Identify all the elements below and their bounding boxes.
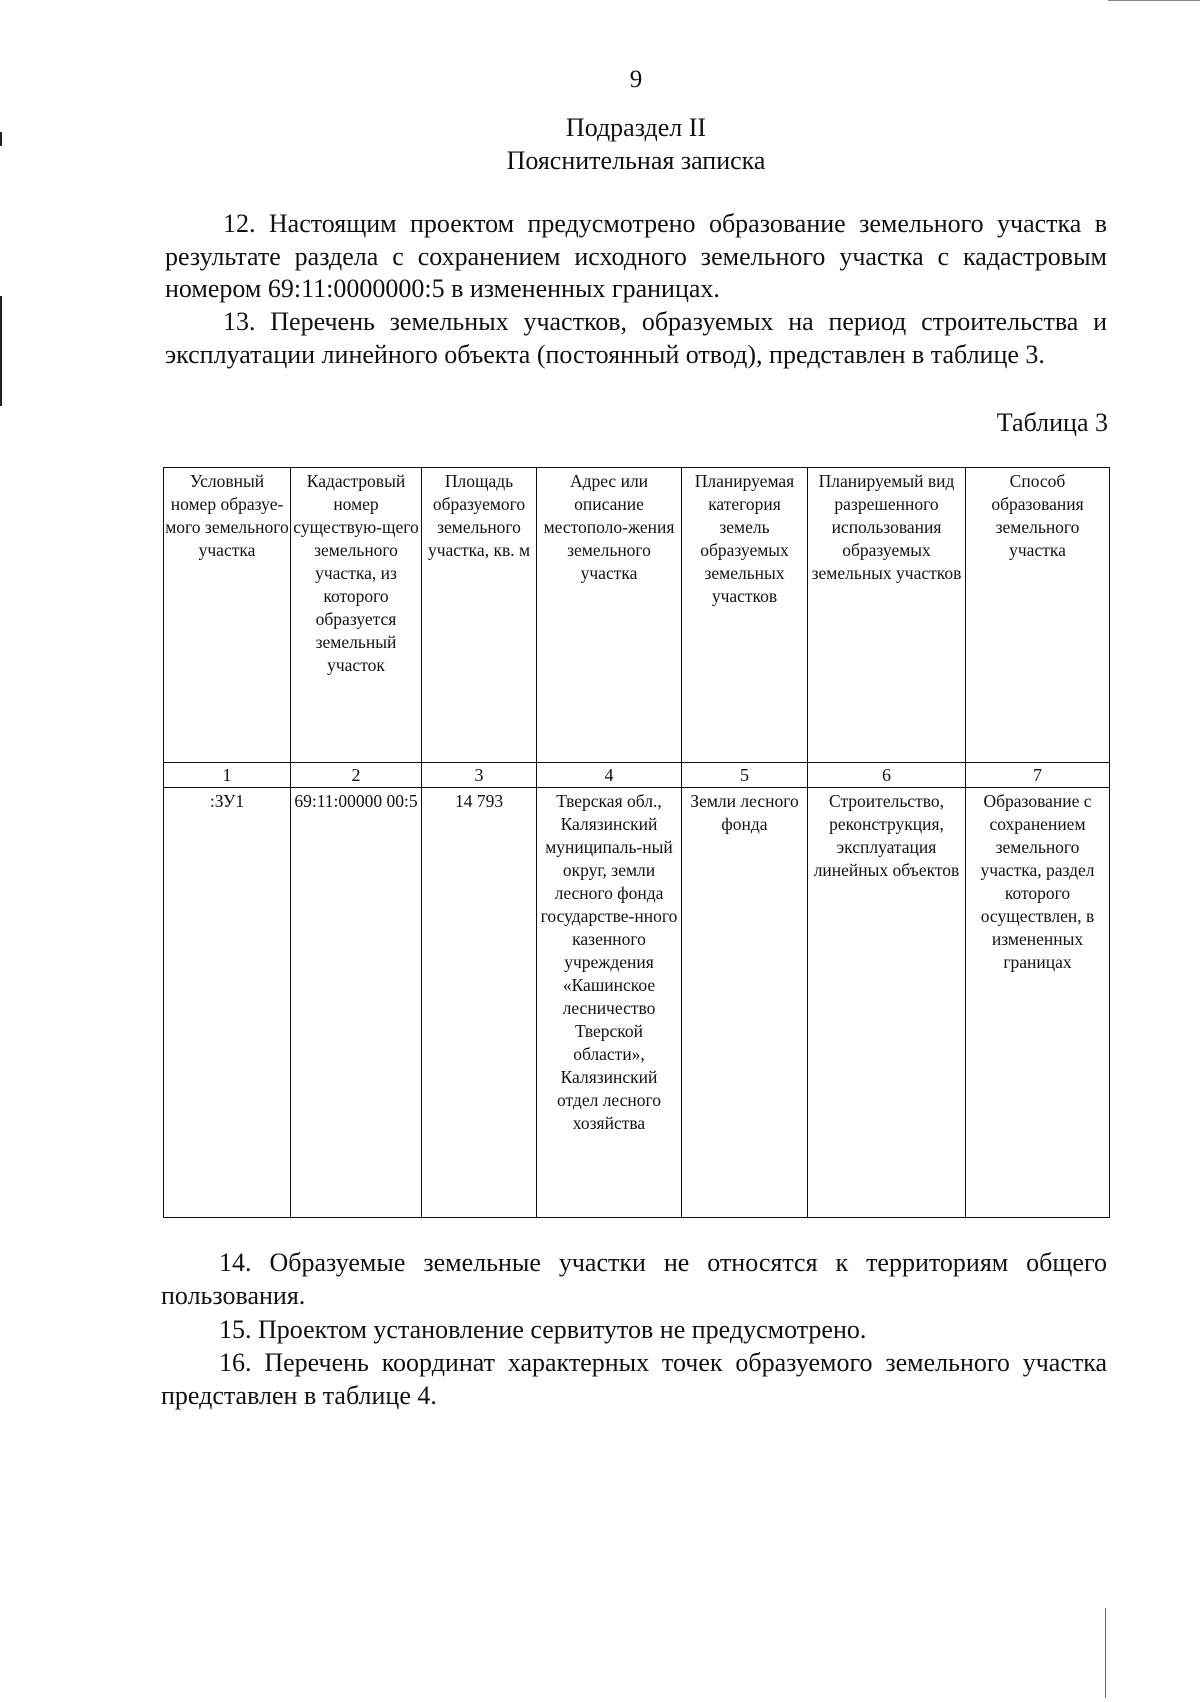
column-number: 6 bbox=[808, 763, 966, 788]
paragraph-14-text: 14. Образуемые земельные участки не относятся к территориям общего пользования. bbox=[161, 1248, 1107, 1310]
land-category-cell: Земли лесного фонда bbox=[682, 788, 808, 1218]
header-cell: Условный номер образуе-мого земельного участка bbox=[164, 468, 291, 763]
header-cell: Площадь образуемого земельного участка, кв. м bbox=[422, 468, 537, 763]
column-number: 3 bbox=[422, 763, 537, 788]
column-number: 7 bbox=[966, 763, 1110, 788]
plot-id-cell: :ЗУ1 bbox=[164, 788, 291, 1218]
subsection-title: Пояснительная записка bbox=[506, 146, 766, 175]
paragraph-15-text: 15. Проектом установление сервитутов не предусмотрено. bbox=[219, 1315, 867, 1344]
scan-edge-mark bbox=[1108, 0, 1200, 1]
subsection-number: Подраздел II bbox=[565, 113, 707, 142]
column-number: 2 bbox=[291, 763, 422, 788]
permitted-use-cell: Строительство, реконструкция, эксплуатация линейных объектов bbox=[808, 788, 966, 1218]
scan-edge-mark bbox=[0, 132, 2, 146]
column-number: 5 bbox=[682, 763, 808, 788]
column-number-row bbox=[164, 763, 1110, 788]
area-cell: 14 793 bbox=[422, 788, 537, 1218]
column-number: 1 bbox=[164, 763, 291, 788]
table-header-row bbox=[164, 468, 1110, 763]
paragraph-16 bbox=[161, 1347, 1107, 1412]
scan-edge-mark bbox=[0, 296, 2, 406]
cadastral-number-cell: 69:11:00000 00:5 bbox=[291, 788, 422, 1218]
header-cell: Адрес или описание местополо-жения земельного участка bbox=[537, 468, 682, 763]
column-number: 4 bbox=[537, 763, 682, 788]
paragraph-12-text: 12. Настоящим проектом предусмотрено образование земельного участка в результате раздела с сохранением исходного земельного участка с кадастровым номером 69:11:0000000:5 в измененных границах. bbox=[165, 209, 1107, 303]
table-row bbox=[164, 788, 1110, 1218]
page-number: 9 bbox=[629, 66, 643, 93]
paragraph-13 bbox=[165, 306, 1107, 371]
paragraph-14 bbox=[161, 1247, 1107, 1312]
header-cell: Кадастровый номер существую-щего земельного участка, из которого образуется земельный участок bbox=[291, 468, 422, 763]
paragraph-16-text: 16. Перечень координат характерных точек образуемого земельного участка представлен в таблице 4. bbox=[161, 1348, 1107, 1410]
table-caption: Таблица 3 bbox=[996, 408, 1108, 437]
header-cell: Планируемый вид разрешенного использования образуемых земельных участков bbox=[808, 468, 966, 763]
formation-method-cell: Образование с сохранением земельного участка, раздел которого осуществлен, в измененных границах bbox=[966, 788, 1110, 1218]
scan-edge-mark bbox=[1105, 1608, 1106, 1698]
paragraph-15 bbox=[161, 1314, 1107, 1347]
header-cell: Планируемая категория земель образуемых земельных участков bbox=[682, 468, 808, 763]
paragraph-13-text: 13. Перечень земельных участков, образуемых на период строительства и эксплуатации линейного объекта (постоянный отвод), представлен в таблице 3. bbox=[165, 307, 1107, 369]
land-plots-table bbox=[163, 467, 1110, 1218]
paragraph-12 bbox=[165, 208, 1107, 306]
header-cell: Способ образования земельного участка bbox=[966, 468, 1110, 763]
address-cell: Тверская обл., Калязинский муниципаль-ный округ, земли лесного фонда государстве-нного казенного учреждения «Кашинское лесничество Тверской области», Калязинский отдел лесного хозяйства bbox=[537, 788, 682, 1218]
